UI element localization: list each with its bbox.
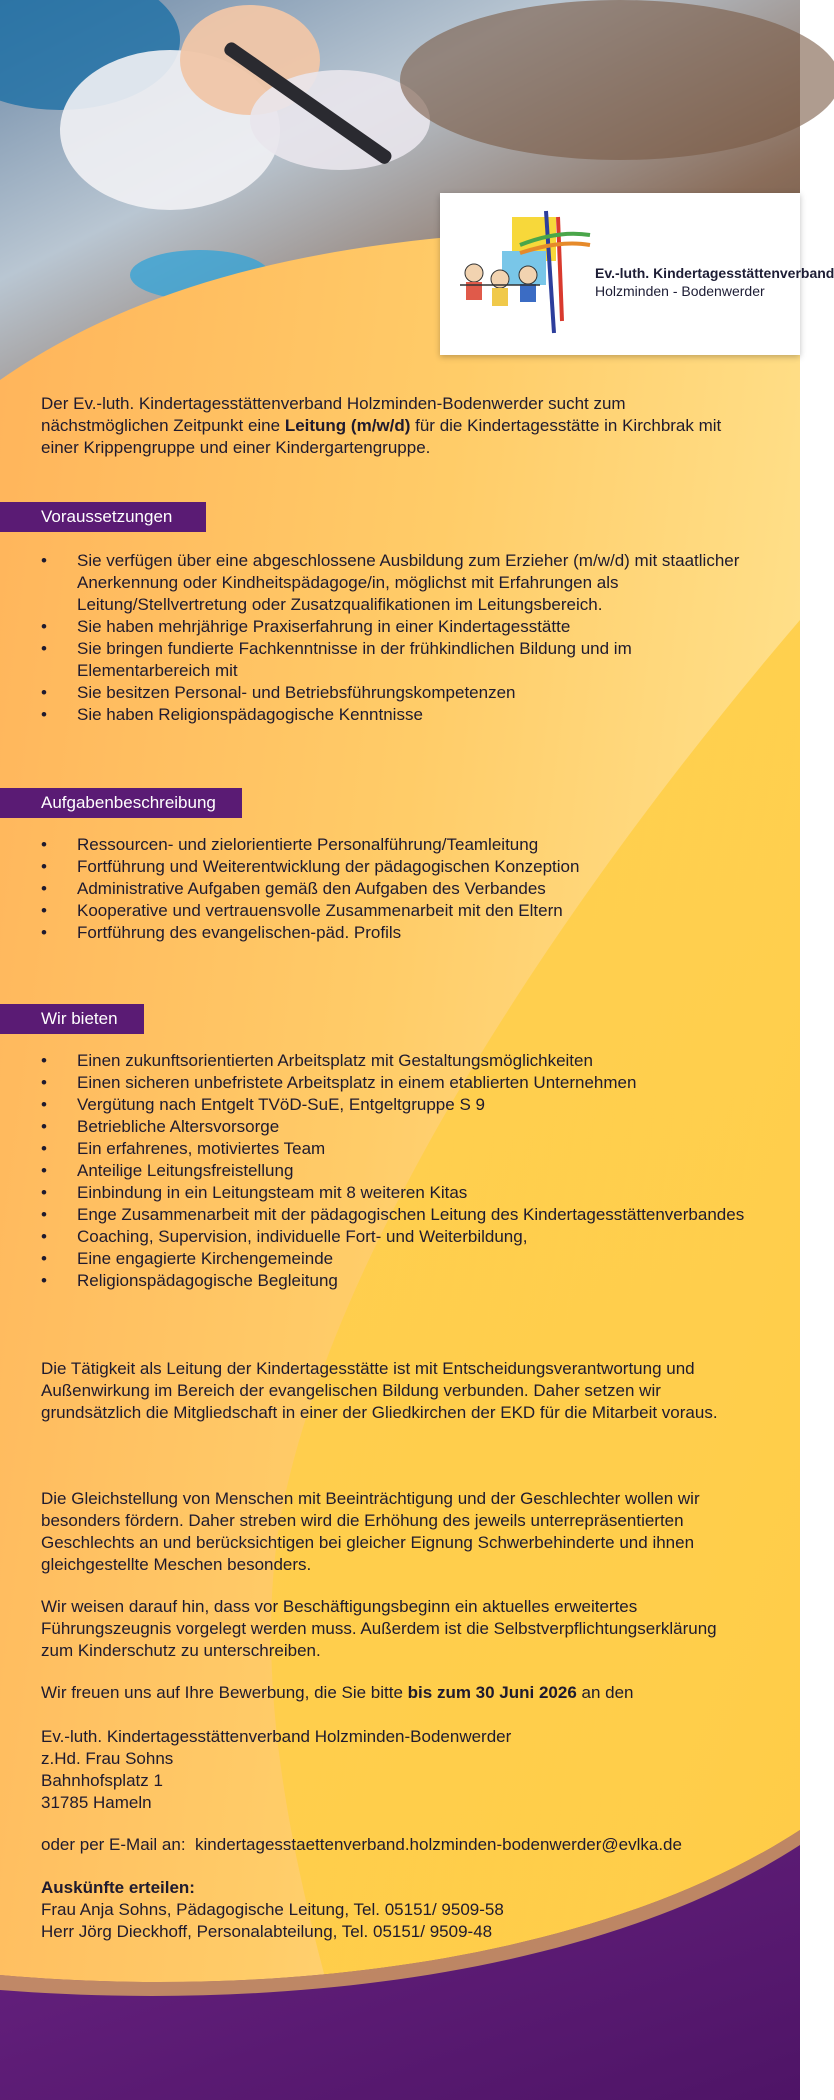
list-item: • Coaching, Supervision, individuelle Fort- und Weiterbildung, [0, 1226, 760, 1248]
list-item: • Enge Zusammenarbeit mit der pädagogischen Leitung des Kindertagesstättenverbandes [0, 1204, 760, 1226]
job-title: Leitung (m/w/d) [284, 416, 411, 435]
list-item: • Betriebliche Altersvorsorge [0, 1116, 760, 1138]
contact-person: Herr Jörg Dieckhoff, Personalabteilung, Tel. 05151/ 9509-48 [41, 1922, 493, 1941]
contact-block [41, 1877, 741, 1943]
list-item: • Sie bringen fundierte Fachkenntnisse in der frühkindlichen Bildung und im Elementarbereich mit [0, 638, 760, 682]
list-item: • Eine engagierte Kirchengemeinde [0, 1248, 760, 1270]
intro-paragraph [41, 393, 741, 459]
logo-card [440, 193, 834, 355]
application-deadline: bis zum 30 Juni 2026 [407, 1683, 577, 1702]
intro-text-start: Der Ev.-luth. Kindertagesstättenverband Holzminden-Bodenwerder sucht zum nächstmöglichen Zeitpunkt eine [41, 394, 626, 435]
intro-text-end: für die Kindertagesstätte in Kirchbrak mit einer Krippengruppe und einer Kindergartengruppe. [41, 416, 722, 457]
taetigkeit-paragraph: Die Tätigkeit als Leitung der Kindertagesstätte ist mit Entscheidungsverantwortung und Außenwirkung im Bereich der evangelischen Bildung verbunden. Daher setzen wir grundsätzlich die Mitgliedschaft in einer der Gliedkirchen der EKD für die Mitarbeit voraus. [41, 1359, 718, 1422]
list-voraussetzungen [0, 550, 760, 726]
address-line: Ev.-luth. Kindertagesstättenverband Holzminden-Bodenwerder [41, 1727, 512, 1746]
email-prefix: oder per E-Mail an: [41, 1835, 196, 1854]
address-line: z.Hd. Frau Sohns [41, 1749, 174, 1768]
gleichstellung-paragraph: Die Gleichstellung von Menschen mit Beeinträchtigung und der Geschlechter wollen wir besonders fördern. Daher streben wird die Erhöhung des jeweils unterrepräsentierten Geschlechts an und berücksichtigen bei gleicher Eignung Schwerbehinderte und ihnen gleichgestellte Meschen besonders. [41, 1489, 700, 1574]
list-item: • Ein erfahrenes, motiviertes Team [0, 1138, 760, 1160]
list-aufgaben [0, 834, 760, 944]
list-item: • Kooperative und vertrauensvolle Zusammenarbeit mit den Eltern [0, 900, 760, 922]
bewerbung-text-start: Wir freuen uns auf Ihre Bewerbung, die Sie bitte [41, 1683, 408, 1702]
fuehrungszeugnis-paragraph: Wir weisen darauf hin, dass vor Beschäftigungsbeginn ein aktuelles erweitertes Führungszeugnis vorgelegt werden muss. Außerdem ist die Selbstverpflichtungserklärung zum Kinderschutz zu unterschreiben. [41, 1597, 717, 1660]
list-item: • Anteilige Leitungsfreistellung [0, 1160, 760, 1182]
list-item: • Einen sicheren unbefristete Arbeitsplatz in einem etablierten Unternehmen [0, 1072, 760, 1094]
kita-logo-icon [450, 201, 590, 341]
list-item: • Religionspädagogische Begleitung [0, 1270, 760, 1292]
list-item: • Ressourcen- und zielorientierte Personalführung/Teamleitung [0, 834, 760, 856]
postal-address [41, 1726, 741, 1814]
address-line: Bahnhofsplatz 1 [41, 1771, 163, 1790]
bewerbung-text-end: an den [576, 1683, 634, 1702]
list-item: • Einbindung in ein Leitungsteam mit 8 weiteren Kitas [0, 1182, 760, 1204]
list-item: • Fortführung und Weiterentwicklung der pädagogischen Konzeption [0, 856, 760, 878]
email-link[interactable]: kindertagesstaettenverband.holzminden-bodenwerder@evlka.de [195, 1835, 682, 1854]
list-item: • Einen zukunftsorientierten Arbeitsplatz mit Gestaltungsmöglichkeiten [0, 1050, 760, 1072]
list-item: • Sie verfügen über eine abgeschlossene Ausbildung zum Erzieher (m/w/d) mit staatlicher Anerkennung oder Kindheitspädagoge/in, möglichst mit Erfahrungen als Leitung/Stellvertretung oder Zusatzqualifikationen im Leitungsbereich. [0, 550, 760, 616]
list-item: • Sie haben Religionspädagogische Kenntnisse [0, 704, 760, 726]
logo-subtitle: Holzminden - Bodenwerder [595, 283, 765, 299]
section-heading-voraussetzungen: Voraussetzungen [0, 502, 206, 532]
list-wir-bieten [0, 1050, 760, 1292]
contacts-heading: Auskünfte erteilen: [41, 1878, 195, 1897]
list-item: • Sie haben mehrjährige Praxiserfahrung in einer Kindertagesstätte [0, 616, 760, 638]
logo-title: Ev.-luth. Kindertagesstättenverband [595, 265, 834, 281]
list-item: • Administrative Aufgaben gemäß den Aufgaben des Verbandes [0, 878, 760, 900]
section-heading-wir-bieten: Wir bieten [0, 1004, 144, 1034]
list-item: • Fortführung des evangelischen-päd. Profils [0, 922, 760, 944]
address-line: 31785 Hameln [41, 1793, 152, 1812]
bewerbung-paragraph [41, 1682, 741, 1704]
email-line [41, 1834, 741, 1856]
list-item: • Vergütung nach Entgelt TVöD-SuE, Entgeltgruppe S 9 [0, 1094, 760, 1116]
list-item: • Sie besitzen Personal- und Betriebsführungskompetenzen [0, 682, 760, 704]
section-heading-aufgaben: Aufgabenbeschreibung [0, 788, 242, 818]
contact-person: Frau Anja Sohns, Pädagogische Leitung, Tel. 05151/ 9509-58 [41, 1900, 504, 1919]
